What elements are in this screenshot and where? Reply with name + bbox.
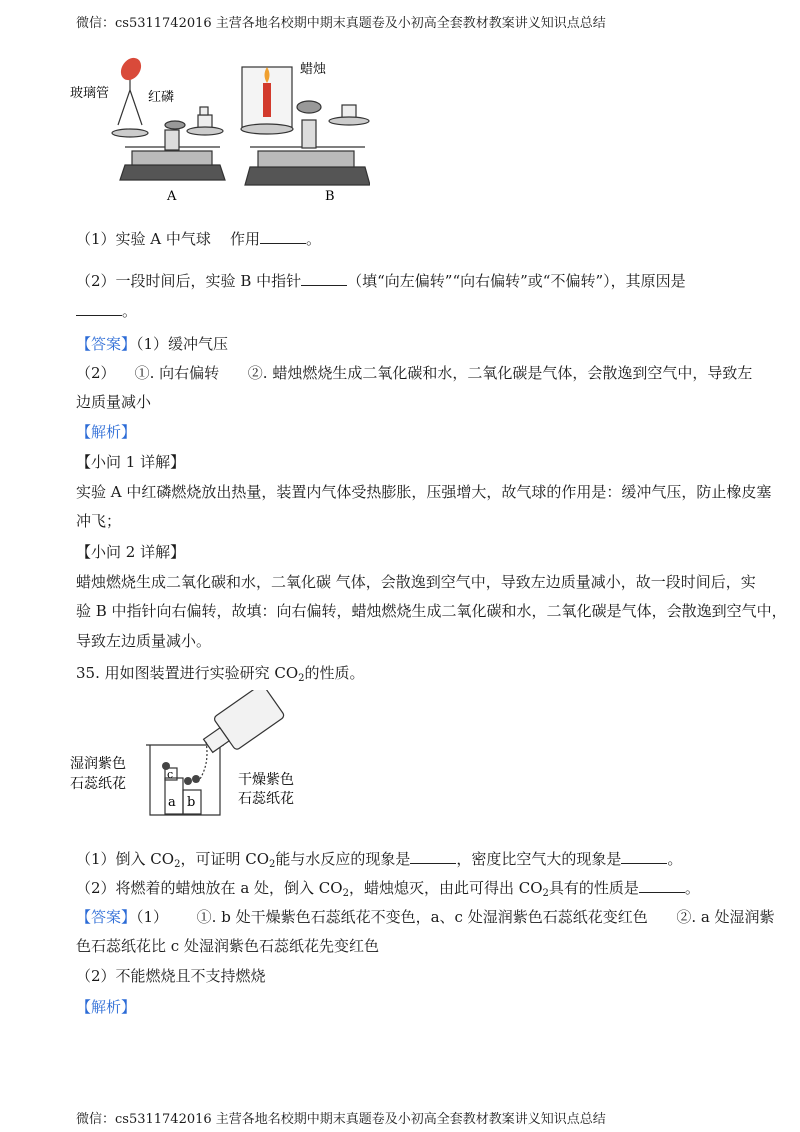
question-35-part-1: （1）倒入 $CO_2$，可证明 $CO_2$能与水反应的现象是 ，密度比空气大的现象是 。	[76, 850, 683, 870]
sub-question-1-title: 【小问 1 详解】	[76, 453, 186, 471]
sub-question-1-text: 实验 A 中红磷燃烧放出热量，装置内气体受热膨胀，压强增大，故气球的作用是：缓冲气压，防止橡皮塞	[76, 483, 772, 501]
question-part-2-cont: 。	[76, 300, 137, 321]
label-candle: 蜡烛	[300, 62, 327, 77]
label-wet-flower-cont: 石蕊纸花	[70, 776, 126, 792]
sub-question-2-text: 蜡烛燃烧生成二氧化碳和水，二氧化碳 气体，会散逸到空气中，导致左边质量减小，故一段时间后，实	[76, 573, 756, 591]
label-red-phosphorus: 红磷	[148, 90, 175, 105]
answer-1-part-2-cont: 边质量减小	[76, 393, 152, 411]
answer-tag: 【答案】	[76, 335, 137, 353]
sub-question-2-text-cont: 验 B 中指针向右偏转，故填：向右偏转，蜡烛燃烧生成二氧化碳和水，二氧化碳是气体，会散逸到空气中，	[76, 602, 787, 620]
label-a: a	[168, 795, 176, 810]
answer-1-part-2: （2） ①. 向右偏转 ②. 蜡烛燃烧生成二氧化碳和水，二氧化碳是气体，会散逸到空气中，导致左	[76, 364, 753, 382]
answer-35-part-1-cont: 色石蕊纸花比 c 处湿润紫色石蕊纸花先变红色	[76, 937, 379, 955]
answer-35-part-2: （2）不能燃烧且不支持燃烧	[76, 967, 266, 985]
sub-question-1-text-cont: 冲飞；	[76, 512, 122, 530]
dry-flower-icon	[192, 775, 200, 783]
analysis-tag: 【解析】	[76, 423, 137, 441]
question-35-stem: 35. 用如图装置进行实验研究 $CO_2$的性质。	[76, 664, 365, 684]
answer-35-part-1: 【答案】（1） ①. b 处干燥紫色石蕊纸花不变色，a、c 处湿润紫色石蕊纸花变红色 ②. a 处湿润紫	[76, 908, 775, 926]
wet-flower-icon	[184, 777, 192, 785]
co2-beaker-figure	[70, 690, 330, 825]
balance-experiment-figure	[70, 55, 370, 205]
label-c: c	[167, 768, 174, 781]
label-wet-flower: 湿润紫色	[70, 756, 126, 772]
caption-a: A	[167, 189, 177, 204]
answer-1: 【答案】（1）缓冲气压	[76, 335, 229, 353]
balance-b	[241, 67, 370, 185]
label-dry-flower: 干燥紫色	[238, 772, 294, 788]
page-footer: 微信：cs5311742016 主营各地名校期中期末真题卷及小初高全套教材教案讲义知识点总结	[76, 1112, 606, 1127]
gas-bottle	[197, 690, 285, 762]
answer-tag: 【答案】	[76, 908, 137, 926]
sub-question-2-title: 【小问 2 详解】	[76, 543, 186, 561]
label-dry-flower-cont: 石蕊纸花	[238, 791, 294, 807]
analysis-35-tag: 【解析】	[76, 998, 137, 1016]
question-35-part-2: （2）将燃着的蜡烛放在 a 处，倒入 $CO_2$，蜡烛熄灭，由此可得出 $CO_2$具有的性质是 。	[76, 879, 700, 899]
sub-question-2-text-end: 导致左边质量减小。	[76, 632, 212, 650]
page-header: 微信：cs5311742016 主营各地名校期中期末真题卷及小初高全套教材教案讲义知识点总结	[76, 16, 606, 31]
question-part-2: （2）一段时间后，实验 B 中指针 （填“向左偏转”“向右偏转”或“不偏转”），其原因是	[76, 272, 686, 290]
candle-icon	[263, 83, 271, 117]
caption-b: B	[325, 189, 335, 204]
balloon-icon	[117, 55, 146, 84]
question-part-1: （1）实验 A 中气球 作用 。	[76, 230, 322, 248]
label-glass-tube: 玻璃管	[70, 86, 110, 101]
label-b: b	[187, 795, 196, 810]
